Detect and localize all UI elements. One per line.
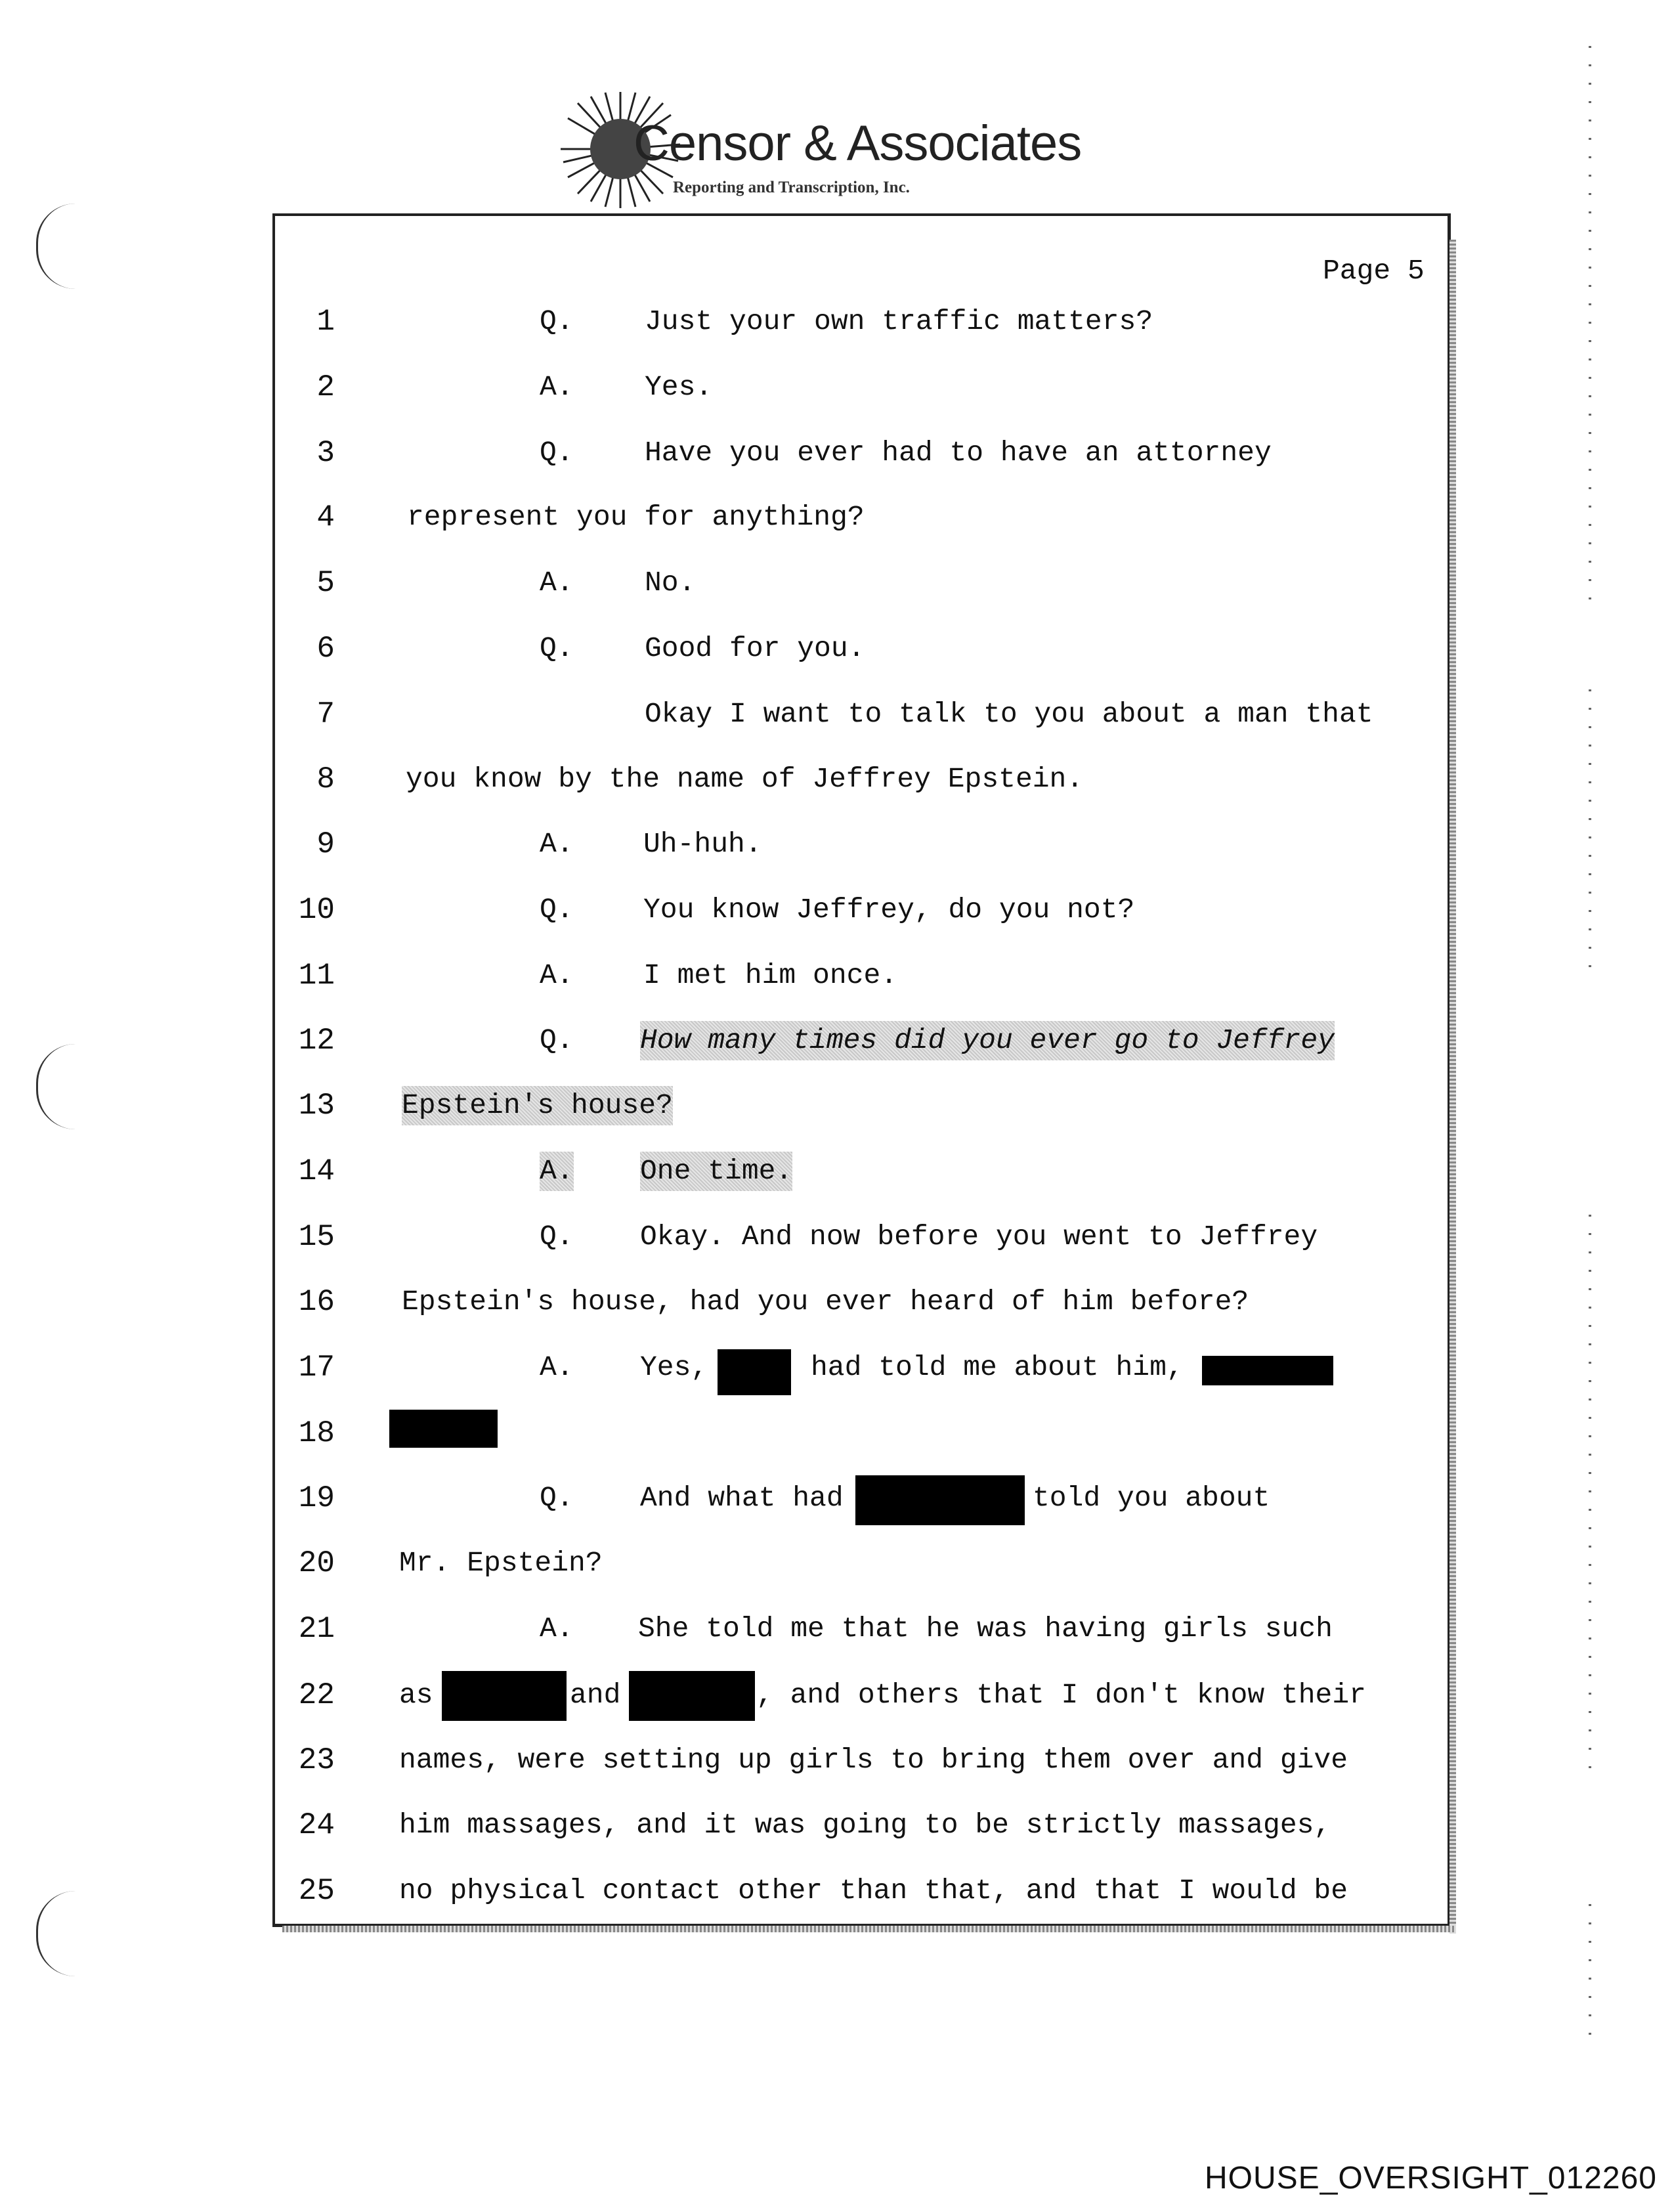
line-number: 18 (298, 1416, 335, 1450)
redaction-block (1202, 1356, 1333, 1385)
scan-margin-marks (1589, 1215, 1591, 1779)
redaction-block (629, 1671, 755, 1721)
line-text: Mr. Epstein? (399, 1547, 603, 1579)
line-text: Okay. And now before you went to Jeffrey (640, 1221, 1318, 1253)
speaker: A. (540, 1351, 574, 1383)
line-text: And what had (640, 1482, 844, 1514)
redaction-block (718, 1349, 791, 1395)
line-text: Okay I want to talk to you about a man that (645, 698, 1373, 730)
speaker: A. (540, 828, 574, 860)
line-number: 6 (316, 632, 335, 666)
speaker: Q. (540, 437, 574, 469)
line-number: 1 (316, 305, 335, 339)
line-text: Uh-huh. (643, 828, 762, 860)
transcript-line (0, 1152, 1674, 1191)
line-number: 19 (298, 1481, 335, 1515)
line-number: 23 (298, 1743, 335, 1777)
line-number: 22 (298, 1678, 335, 1712)
speaker: Q. (540, 305, 574, 337)
speaker: Q. (540, 1221, 574, 1253)
highlighted-text: Epstein's house? (402, 1086, 673, 1125)
transcript-line (0, 1544, 1674, 1583)
redaction-block (855, 1475, 1025, 1525)
line-text: Just your own traffic matters? (645, 305, 1153, 337)
company-logo (558, 89, 1109, 210)
line-number: 2 (316, 370, 335, 404)
transcript-line (0, 302, 1674, 341)
line-text: represent you for anything? (407, 501, 865, 533)
line-number: 24 (298, 1808, 335, 1842)
speaker: A. (540, 1152, 574, 1191)
scan-margin-marks (1589, 46, 1591, 611)
transcript-line (0, 1414, 1674, 1453)
line-text: had told me about him, (811, 1351, 1184, 1383)
line-text: She told me that he was having girls such (638, 1613, 1333, 1645)
scan-margin-marks (1589, 1904, 1591, 2049)
line-number: 11 (298, 959, 335, 993)
speaker: A. (540, 959, 574, 991)
redaction-block (389, 1410, 498, 1448)
transcript-line (0, 1871, 1674, 1911)
transcript-line (0, 760, 1674, 799)
highlighted-text: How many times did you ever go to Jeffrey (640, 1021, 1335, 1060)
transcript-line (0, 1021, 1674, 1060)
transcript-line (0, 1479, 1674, 1518)
line-text: , and others that I don't know their (756, 1679, 1366, 1711)
line-number: 21 (298, 1612, 335, 1646)
line-text: you know by the name of Jeffrey Epstein. (406, 763, 1084, 795)
line-number: 12 (298, 1024, 335, 1058)
transcript-line (0, 1676, 1674, 1715)
transcript-line (0, 825, 1674, 864)
line-number: 16 (298, 1285, 335, 1319)
speaker: A. (540, 567, 574, 599)
speaker: Q. (540, 894, 574, 926)
line-text: told you about (1033, 1482, 1270, 1514)
speaker: Q. (540, 1024, 574, 1056)
transcript-line (0, 563, 1674, 603)
line-text: names, were setting up girls to bring them over and give (399, 1744, 1348, 1776)
bates-number: HOUSE_OVERSIGHT_012260 (1205, 2161, 1657, 2196)
speaker: Q. (540, 632, 574, 664)
line-number: 20 (298, 1546, 335, 1580)
line-number: 5 (316, 566, 335, 600)
line-text: and (570, 1679, 621, 1711)
line-number: 8 (316, 762, 335, 796)
line-text: as (399, 1679, 433, 1711)
company-name: Censor & Associates (633, 116, 1082, 171)
transcript-line (0, 433, 1674, 473)
transcript-line (0, 1086, 1674, 1125)
line-number: 15 (298, 1220, 335, 1254)
line-text: Epstein's house, had you ever heard of him before? (402, 1286, 1249, 1318)
line-text: Yes. (645, 371, 713, 403)
speaker: A. (540, 371, 574, 403)
line-text: You know Jeffrey, do you not? (643, 894, 1135, 926)
transcript-line (0, 1282, 1674, 1322)
line-number: 7 (316, 697, 335, 731)
transcript-line (0, 1348, 1674, 1387)
highlighted-text: One time. (640, 1152, 792, 1191)
page-number: Page 5 (1323, 255, 1425, 287)
line-number: 17 (298, 1351, 335, 1385)
transcript-line (0, 695, 1674, 734)
transcript-line (0, 368, 1674, 407)
transcript-line (0, 956, 1674, 995)
line-number: 25 (298, 1874, 335, 1908)
company-tagline: Reporting and Transcription, Inc. (673, 179, 910, 196)
line-text: no physical contact other than that, and that I would be (399, 1875, 1348, 1907)
line-number: 14 (298, 1154, 335, 1188)
speaker: A. (540, 1613, 574, 1645)
line-text: Good for you. (645, 632, 865, 664)
line-text: him massages, and it was going to be strictly massages, (399, 1809, 1331, 1841)
line-number: 13 (298, 1089, 335, 1123)
redaction-block (442, 1671, 567, 1721)
transcript-line (0, 890, 1674, 930)
line-text: Yes, (640, 1351, 708, 1383)
transcript-line (0, 498, 1674, 537)
line-text: Have you ever had to have an attorney (645, 437, 1272, 469)
hole-punch (36, 204, 77, 289)
speaker: Q. (540, 1482, 574, 1514)
transcript-line (0, 1806, 1674, 1845)
line-number: 9 (316, 827, 335, 861)
line-text: I met him once. (643, 959, 898, 991)
transcript-line (0, 629, 1674, 668)
frame-edge-bottom (282, 1926, 1456, 1932)
line-number: 3 (316, 436, 335, 470)
line-number: 4 (316, 500, 335, 534)
transcript-line (0, 1609, 1674, 1649)
transcript-line (0, 1217, 1674, 1257)
transcript-line (0, 1741, 1674, 1780)
scan-margin-marks (1589, 689, 1591, 978)
line-number: 10 (298, 893, 335, 927)
line-text: No. (645, 567, 696, 599)
